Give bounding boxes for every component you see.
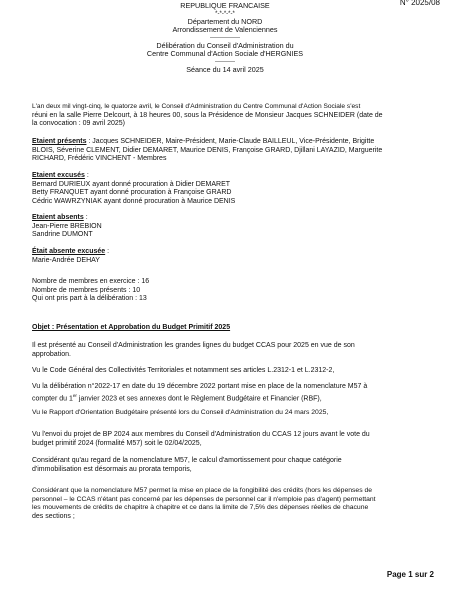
intro-line: la convocation : 09 avril 2025) bbox=[32, 120, 125, 128]
body-p3: Vu la délibération n°2022-17 en date du 19 décembre 2022 portant mise en place de la nomenclature M57 à compter du 1er janvier 2023 et ses annexes dont le Règlement Budgétaire et Financier (RBF), bbox=[32, 383, 368, 402]
intro-line: réuni en la salle Pierre Delcourt, à 18 heures 00, sous la Présidence de Monsieur Jacques SCHNEIDER (date de bbox=[32, 111, 383, 119]
header-stars: *-*-*-*-* bbox=[215, 10, 235, 17]
list-item: Betty FRANQUET ayant donné procuration à Françoise GRARD bbox=[32, 189, 232, 197]
intro-paragraph bbox=[32, 103, 422, 129]
objet-heading: Objet : Présentation et Approbation du Budget Primitif 2025 bbox=[32, 324, 231, 331]
list-item: Cédric WAWRZYNIAK ayant donné procuration à Maurice DENIS bbox=[32, 197, 236, 205]
list-item: Marie-Andrée DEHAY bbox=[32, 256, 100, 264]
count-exercice: Nombre de membres en exercice : 16 bbox=[32, 278, 150, 285]
body-p4: Vu le Rapport d'Orientation Budgétaire présenté lors du Conseil d'Administration du 24 mars 2025, bbox=[32, 409, 329, 416]
presents-label: Etaient présents bbox=[32, 138, 87, 145]
body-p7: Considérant que la nomenclature M57 permet la mise en place de la fongibilité des crédits (hors les dépenses de personnel – le CCAS n'étant pas concerné par les dépenses de personnel car il n'emploie pas d'agent) permettant les mouvements de crédits de chapitre à chapitre et ce dans la limite de 7,5% des dépenses réelles de chacune des sections ; bbox=[32, 487, 376, 520]
document-number: N° 2025/08 bbox=[399, 0, 440, 7]
page-footer: Page 1 sur 2 bbox=[386, 570, 434, 579]
body-p2: Vu le Code Général des Collectivités Territoriales et notamment ses articles L.2312-1 et L.2312-2, bbox=[32, 367, 335, 374]
seance-date: Séance du 14 avril 2025 bbox=[186, 64, 264, 74]
excuses-label: Etaient excusés bbox=[32, 172, 85, 179]
count-votants: Qui ont pris part à la délibération : 13 bbox=[32, 295, 147, 303]
header-separator-2: ---------- bbox=[215, 58, 235, 65]
republic-heading: REPUBLIQUE FRANCAISE bbox=[180, 1, 270, 10]
deliberation-title-1: Délibération du Conseil d'Administration du bbox=[156, 40, 294, 50]
presents-text: : Jacques SCHNEIDER, Maire-Président, Marie-Claude BAILLEUL, Vice-Présidente, Brigitte bbox=[86, 138, 375, 145]
presents-text: BLOIS, Séverine CLEMENT, Didier DEMARET, Maurice DENIS, Françoise GRARD, Djillani LAYAZID, Marguerite bbox=[32, 146, 383, 154]
absents-block bbox=[32, 214, 422, 240]
list-item: Bernard DURIEUX ayant donné procuration à Didier DEMARET bbox=[32, 180, 231, 188]
presents-block bbox=[32, 138, 422, 164]
list-item: Jean-Pierre BREBION bbox=[32, 222, 102, 230]
arrondissement-line: Arrondissement de Valenciennes bbox=[172, 25, 278, 35]
intro-line: L'an deux mil vingt-cinq, le quatorze avril, le Conseil d'Administration du Centre Communal d'Action Sociale s'est bbox=[32, 103, 361, 110]
deliberation-title-2: Centre Communal d'Action Sociale d'HERGNIES bbox=[146, 49, 304, 59]
label-suffix: : bbox=[105, 248, 110, 255]
body-p1: Il est présenté au Conseil d'Administration les grandes lignes du budget CCAS pour 2025 en vue de son approbation. bbox=[32, 342, 355, 358]
body-p6: Considérant qu'au regard de la nomenclature M57, le calcul d'amortissement pour chaque catégorie d'immobilisation est désormais au prorata temporis, bbox=[32, 457, 342, 473]
absents-label: Etaient absents bbox=[32, 214, 84, 221]
list-item: Sandrine DUMONT bbox=[32, 231, 93, 239]
excuses-block bbox=[32, 172, 422, 206]
absente-excusee-block bbox=[32, 248, 422, 265]
label-suffix: : bbox=[83, 214, 88, 221]
count-presents: Nombre de membres présents : 10 bbox=[32, 286, 141, 294]
absente-excusee-label: Était absente excusée bbox=[32, 248, 106, 255]
department-line: Département du NORD bbox=[187, 16, 263, 26]
member-counts bbox=[32, 278, 422, 304]
presents-text: RICHARD, Frédéric VINCHENT - Membres bbox=[32, 155, 167, 163]
header-separator: --------------- bbox=[210, 34, 240, 41]
document-header bbox=[0, 2, 450, 75]
label-suffix: : bbox=[84, 172, 89, 179]
body-p5: Vu l'envoi du projet de BP 2024 aux membres du Conseil d'Administration du CCAS 12 jours avant le vote du budget primitif 2024 (formalité M57) soit le 02/04/2025, bbox=[32, 431, 370, 447]
